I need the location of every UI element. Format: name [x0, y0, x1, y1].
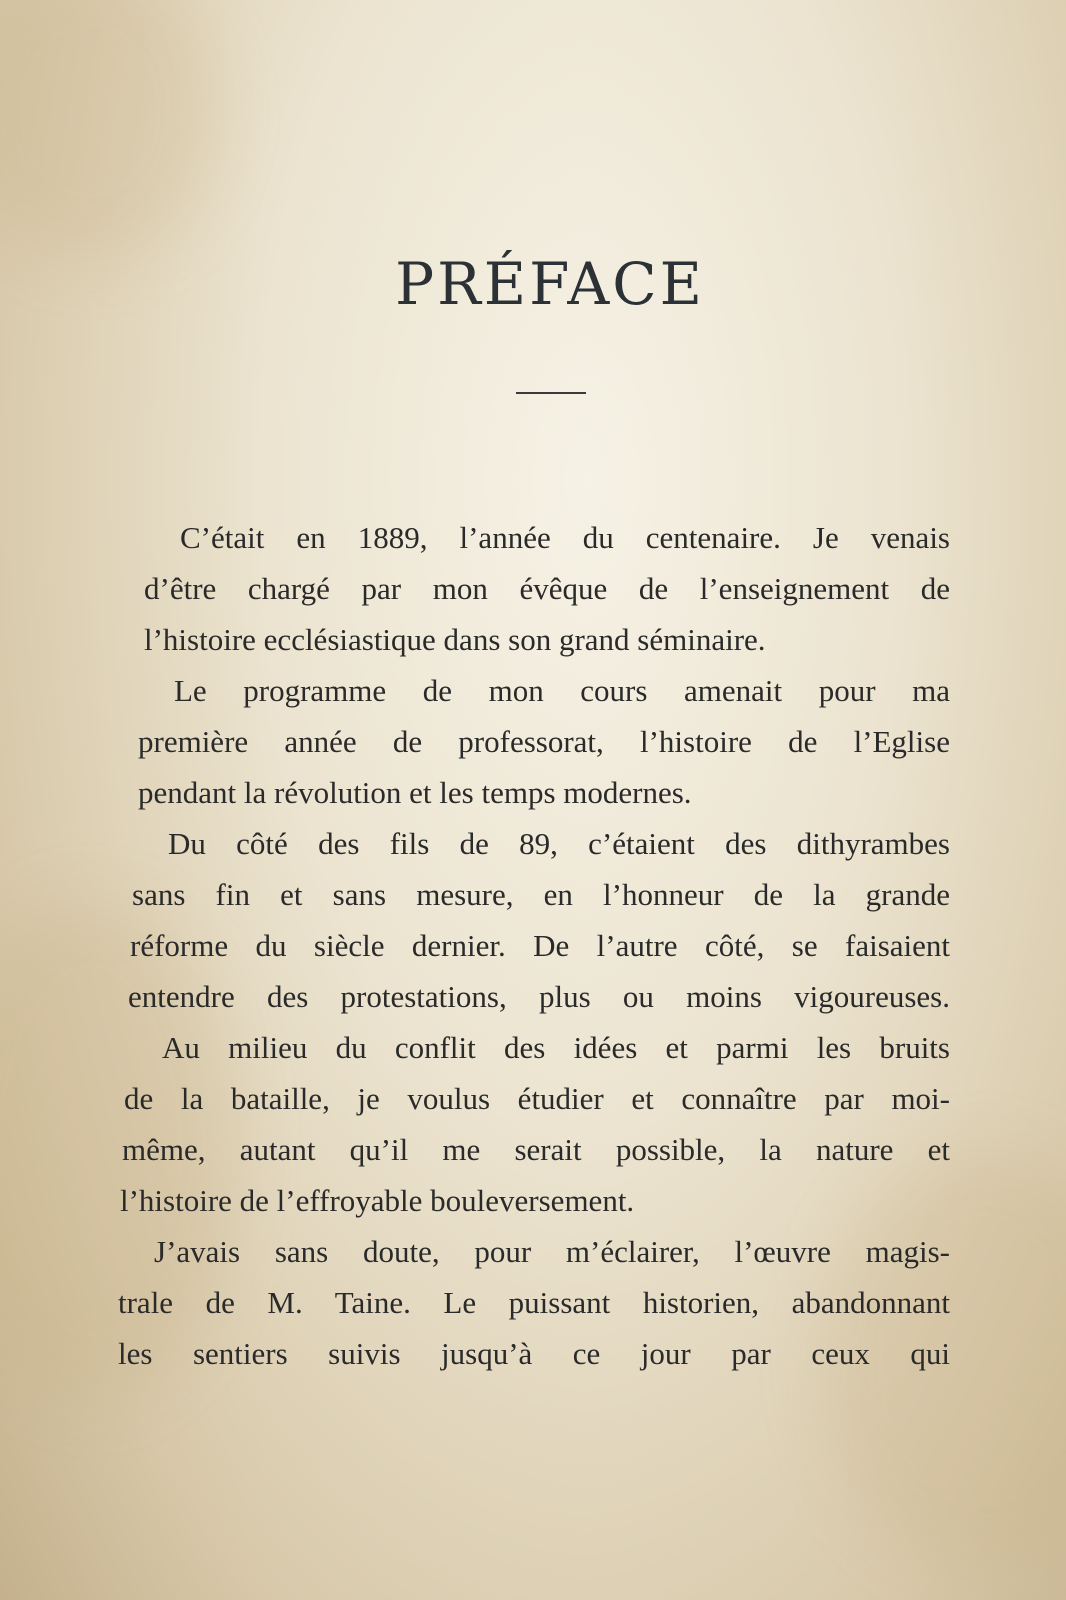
text-line: entendre des protestations, plus ou moins vigoureuses. [128, 979, 950, 1014]
title-divider [516, 392, 586, 394]
text-line: réforme du siècle dernier. De l’autre côté, se faisaient [130, 928, 950, 963]
paragraph [120, 1022, 950, 1226]
text-line: les sentiers suivis jusqu’à ce jour par ceux qui [118, 1336, 950, 1371]
text-line: Du côté des fils de 89, c’étaient des dithyrambes [168, 826, 950, 861]
text-line: première année de professorat, l’histoire de l’Eglise [138, 724, 950, 759]
text-line: l’histoire ecclésiastique dans son grand séminaire. [144, 622, 766, 657]
text-line: trale de M. Taine. Le puissant historien, abandonnant [118, 1285, 950, 1320]
text-line: Au milieu du conflit des idées et parmi les bruits [162, 1030, 950, 1065]
paragraph [120, 665, 950, 818]
text-line: C’était en 1889, l’année du centenaire. Je venais [180, 520, 950, 555]
text-line: d’être chargé par mon évêque de l’enseignement de [144, 571, 950, 606]
text-line: pendant la révolution et les temps modernes. [138, 775, 692, 810]
text-line: l’histoire de l’effroyable bouleversement. [120, 1183, 635, 1218]
paper-stain [0, 0, 220, 260]
preface-body [120, 512, 950, 1379]
text-line: J’avais sans doute, pour m’éclairer, l’œuvre magis- [154, 1234, 950, 1269]
text-line: même, autant qu’il me serait possible, la nature et [122, 1132, 950, 1167]
text-line: Le programme de mon cours amenait pour ma [174, 673, 950, 708]
paragraph [120, 818, 950, 1022]
page-title: PRÉFACE [395, 250, 705, 318]
text-line: de la bataille, je voulus étudier et connaître par moi- [124, 1081, 950, 1116]
text-line: sans fin et sans mesure, en l’honneur de la grande [132, 877, 950, 912]
paragraph [120, 512, 950, 665]
paragraph [120, 1226, 950, 1379]
